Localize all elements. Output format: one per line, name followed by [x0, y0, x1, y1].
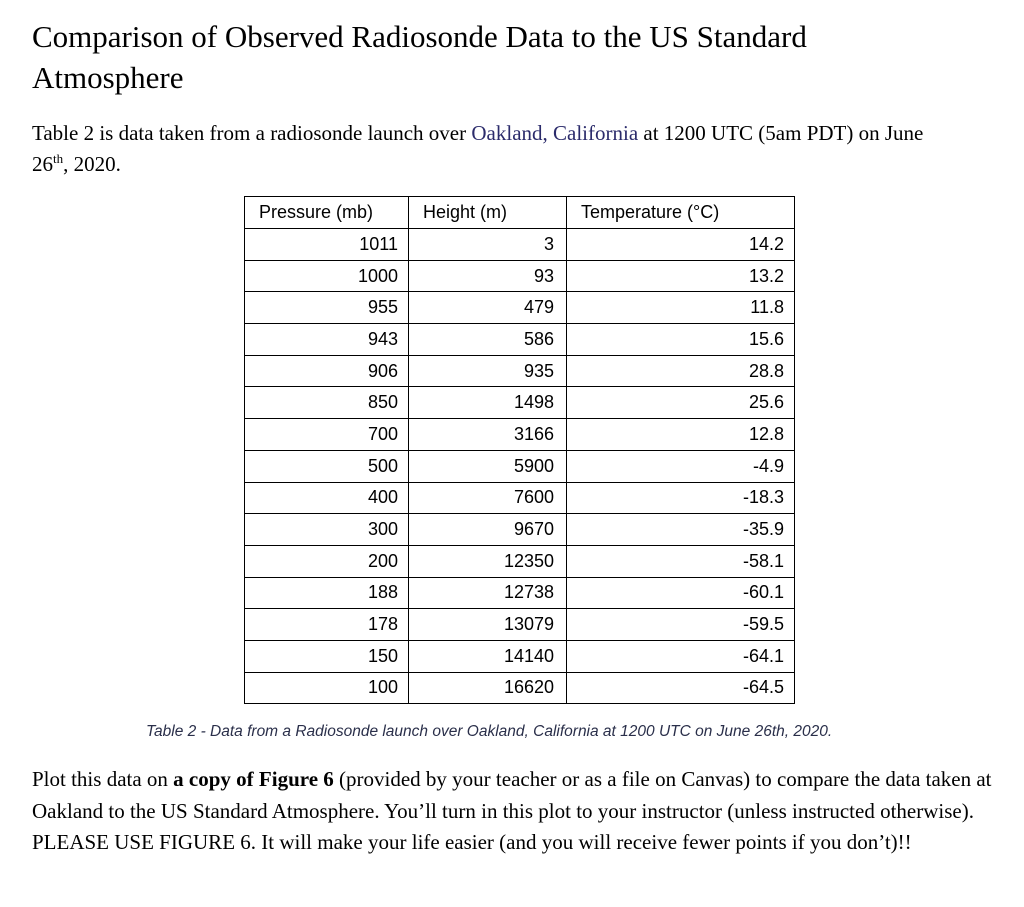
cell-temperature: -59.5	[567, 609, 795, 641]
cell-pressure: 188	[245, 577, 409, 609]
table-row	[245, 387, 795, 419]
table-row	[245, 324, 795, 356]
table-row	[245, 640, 795, 672]
instructions-paragraph	[32, 764, 1007, 859]
radiosonde-data-table	[244, 196, 795, 704]
cell-temperature: -60.1	[567, 577, 795, 609]
cell-pressure: 300	[245, 514, 409, 546]
instructions-bold: a copy of Figure 6	[173, 767, 334, 791]
cell-pressure: 700	[245, 419, 409, 451]
page-title: Comparison of Observed Radiosonde Data to the US Standard Atmosphere	[32, 19, 807, 95]
table-row	[245, 514, 795, 546]
instructions-text-1: Plot this data on	[32, 767, 174, 791]
cell-temperature: -58.1	[567, 545, 795, 577]
cell-height: 7600	[409, 482, 567, 514]
cell-pressure: 178	[245, 609, 409, 641]
cell-pressure: 906	[245, 355, 409, 387]
cell-pressure: 850	[245, 387, 409, 419]
cell-height: 935	[409, 355, 567, 387]
table-row	[245, 419, 795, 451]
table-row	[245, 545, 795, 577]
cell-temperature: -4.9	[567, 450, 795, 482]
cell-height: 14140	[409, 640, 567, 672]
intro-place: Oakland, California	[471, 121, 639, 145]
cell-pressure: 1000	[245, 260, 409, 292]
cell-temperature: -64.1	[567, 640, 795, 672]
table-body	[245, 229, 795, 704]
cell-height: 12738	[409, 577, 567, 609]
table-row	[245, 609, 795, 641]
cell-height: 13079	[409, 609, 567, 641]
table-row	[245, 292, 795, 324]
cell-pressure: 200	[245, 545, 409, 577]
cell-pressure: 955	[245, 292, 409, 324]
header-pressure: Pressure (mb)	[245, 197, 409, 229]
cell-height: 3166	[409, 419, 567, 451]
cell-height: 5900	[409, 450, 567, 482]
cell-temperature: 28.8	[567, 355, 795, 387]
table-header-row	[245, 197, 795, 229]
cell-pressure: 500	[245, 450, 409, 482]
header-temperature: Temperature (°C)	[567, 197, 795, 229]
intro-paragraph	[32, 118, 932, 180]
cell-temperature: 13.2	[567, 260, 795, 292]
intro-superscript: th	[53, 151, 64, 166]
cell-temperature: 15.6	[567, 324, 795, 356]
cell-height: 9670	[409, 514, 567, 546]
intro-text-2: at 1200 UTC (5am PDT) on June 26	[32, 121, 924, 176]
table-row	[245, 355, 795, 387]
table-row	[245, 260, 795, 292]
intro-text-1: Table 2 is data taken from a radiosonde launch over	[32, 121, 472, 145]
table-row	[245, 672, 795, 704]
cell-temperature: -18.3	[567, 482, 795, 514]
cell-temperature: -35.9	[567, 514, 795, 546]
instructions-text-2: (provided by your teacher or as a file on Canvas) to compare the data taken at Oakland to the US Standard Atmosphere. You’ll turn in this plot to your instructor (unless instructed otherwise). PLEASE USE FIGURE 6. It will make your life easier (and you will receive fewer points if you don’t)!!	[32, 767, 992, 854]
cell-height: 16620	[409, 672, 567, 704]
cell-pressure: 943	[245, 324, 409, 356]
table-row	[245, 482, 795, 514]
cell-temperature: 11.8	[567, 292, 795, 324]
cell-height: 479	[409, 292, 567, 324]
cell-temperature: 25.6	[567, 387, 795, 419]
cell-height: 93	[409, 260, 567, 292]
cell-height: 586	[409, 324, 567, 356]
table-caption: Table 2 - Data from a Radiosonde launch over Oakland, California at 1200 UTC on June 26th, 2020.	[146, 723, 833, 740]
table-row	[245, 577, 795, 609]
cell-height: 12350	[409, 545, 567, 577]
header-height: Height (m)	[409, 197, 567, 229]
table-row	[245, 229, 795, 261]
cell-height: 1498	[409, 387, 567, 419]
cell-pressure: 150	[245, 640, 409, 672]
cell-pressure: 400	[245, 482, 409, 514]
cell-height: 3	[409, 229, 567, 261]
cell-pressure: 1011	[245, 229, 409, 261]
table-row	[245, 450, 795, 482]
cell-pressure: 100	[245, 672, 409, 704]
cell-temperature: -64.5	[567, 672, 795, 704]
intro-text-3: , 2020.	[63, 152, 121, 176]
cell-temperature: 14.2	[567, 229, 795, 261]
cell-temperature: 12.8	[567, 419, 795, 451]
